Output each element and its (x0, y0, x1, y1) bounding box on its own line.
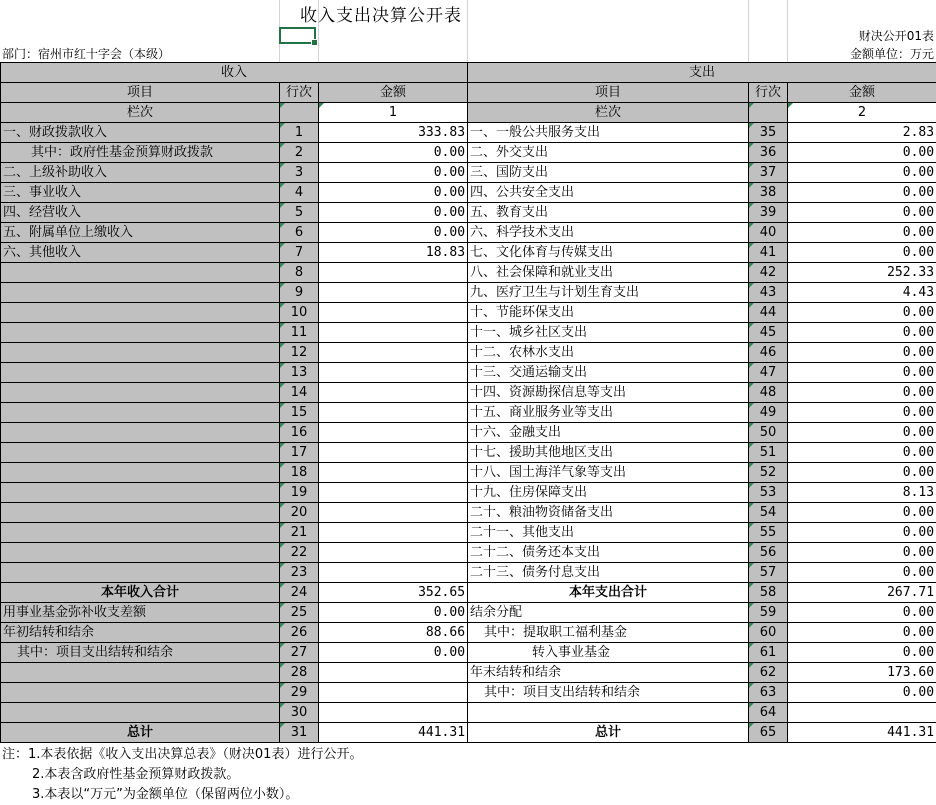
income-item-cell[interactable]: 总计 (1, 723, 280, 743)
gridline (748, 0, 749, 62)
expense-line-no-cell[interactable]: 47 (749, 363, 788, 383)
table-row (1, 243, 936, 263)
table-row (1, 403, 936, 423)
income-line-no-cell[interactable]: 10 (280, 303, 319, 323)
table-row (1, 523, 936, 543)
income-item-cell[interactable] (1, 663, 280, 683)
expense-amount-cell[interactable]: 0.00 (788, 403, 936, 423)
income-line-no-cell[interactable]: 6 (280, 223, 319, 243)
expense-amount-cell[interactable]: 0.00 (788, 423, 936, 443)
expense-line-no-header[interactable]: 行次 (749, 83, 788, 103)
income-line-no-cell[interactable]: 5 (280, 203, 319, 223)
income-amount-cell[interactable]: 0.00 (319, 203, 468, 223)
income-amount-cell[interactable] (319, 423, 468, 443)
income-item-cell[interactable] (1, 383, 280, 403)
income-line-no-cell[interactable]: 31 (280, 723, 319, 743)
expense-line-no-cell[interactable]: 54 (749, 503, 788, 523)
expense-line-no-cell[interactable]: 40 (749, 223, 788, 243)
income-amount-cell[interactable]: 88.66 (319, 623, 468, 643)
income-amount-cell[interactable] (319, 703, 468, 723)
section-header-row (1, 63, 936, 83)
table-row (1, 463, 936, 483)
income-amount-cell[interactable]: 441.31 (319, 723, 468, 743)
expense-amount-cell[interactable]: 0.00 (788, 683, 936, 703)
income-line-no-cell[interactable]: 1 (280, 123, 319, 143)
income-amount-cell[interactable]: 0.00 (319, 183, 468, 203)
expense-amount-cell[interactable]: 0.00 (788, 383, 936, 403)
income-column-order[interactable]: 栏次 (1, 103, 280, 123)
sheet-title: 收入支出决算公开表 (300, 2, 490, 30)
income-item-cell[interactable] (1, 503, 280, 523)
income-line-no-cell[interactable]: 15 (280, 403, 319, 423)
income-line-no-cell[interactable]: 28 (280, 663, 319, 683)
income-amount-cell[interactable] (319, 503, 468, 523)
income-item-cell[interactable]: 四、经营收入 (1, 203, 280, 223)
income-amount-header[interactable]: 金额 (319, 83, 468, 103)
expense-item-cell[interactable]: 十七、援助其他地区支出 (468, 443, 749, 463)
income-column-index[interactable]: 1 (319, 103, 468, 123)
expense-item-cell[interactable]: 十三、交通运输支出 (468, 363, 749, 383)
income-item-cell[interactable]: 年初结转和结余 (1, 623, 280, 643)
expense-item-cell[interactable]: 其中：提取职工福利基金 (468, 623, 749, 643)
expense-line-no-cell[interactable]: 44 (749, 303, 788, 323)
income-item-cell[interactable]: 本年收入合计 (1, 583, 280, 603)
income-line-no-cell[interactable]: 21 (280, 523, 319, 543)
income-item-cell[interactable] (1, 343, 280, 363)
expense-item-cell[interactable]: 十五、商业服务业等支出 (468, 403, 749, 423)
income-item-cell[interactable]: 其中：项目支出结转和结余 (1, 643, 280, 663)
expense-item-cell[interactable]: 五、教育支出 (468, 203, 749, 223)
expense-item-cell[interactable]: 四、公共安全支出 (468, 183, 749, 203)
income-item-cell[interactable]: 二、上级补助收入 (1, 163, 280, 183)
income-line-no-cell[interactable]: 24 (280, 583, 319, 603)
income-item-cell[interactable] (1, 283, 280, 303)
table-row (1, 303, 936, 323)
selected-cell[interactable] (279, 27, 316, 44)
expense-amount-cell[interactable]: 0.00 (788, 623, 936, 643)
expense-amount-cell[interactable]: 0.00 (788, 203, 936, 223)
table-row (1, 703, 936, 723)
expense-line-no-cell[interactable]: 41 (749, 243, 788, 263)
expense-item-cell[interactable]: 一、一般公共服务支出 (468, 123, 749, 143)
income-item-header[interactable]: 项目 (1, 83, 280, 103)
expense-item-cell[interactable]: 其中：项目支出结转和结余 (468, 683, 749, 703)
expense-item-cell[interactable]: 年末结转和结余 (468, 663, 749, 683)
income-amount-cell[interactable] (319, 483, 468, 503)
income-item-cell[interactable] (1, 323, 280, 343)
expense-amount-cell[interactable]: 0.00 (788, 363, 936, 383)
expense-item-cell[interactable]: 结余分配 (468, 603, 749, 623)
expense-line-no-cell[interactable]: 63 (749, 683, 788, 703)
expense-line-no-cell[interactable]: 65 (749, 723, 788, 743)
income-line-no-cell[interactable]: 2 (280, 143, 319, 163)
table-row (1, 223, 936, 243)
income-amount-cell[interactable]: 18.83 (319, 243, 468, 263)
income-amount-cell[interactable] (319, 563, 468, 583)
expense-line-no-cell[interactable]: 50 (749, 423, 788, 443)
income-amount-cell[interactable] (319, 403, 468, 423)
expense-section-header[interactable]: 支出 (468, 63, 936, 83)
income-amount-cell[interactable] (319, 383, 468, 403)
income-line-no-cell[interactable]: 25 (280, 603, 319, 623)
table-row (1, 143, 936, 163)
expense-item-cell[interactable]: 九、医疗卫生与计划生育支出 (468, 283, 749, 303)
expense-amount-cell[interactable] (788, 703, 936, 723)
expense-item-cell[interactable] (468, 703, 749, 723)
expense-item-cell[interactable]: 三、国防支出 (468, 163, 749, 183)
expense-line-no-cell[interactable]: 52 (749, 463, 788, 483)
table-row (1, 123, 936, 143)
expense-amount-cell[interactable]: 0.00 (788, 343, 936, 363)
expense-amount-header[interactable]: 金额 (788, 83, 936, 103)
expense-line-no-cell[interactable]: 60 (749, 623, 788, 643)
income-amount-cell[interactable]: 333.83 (319, 123, 468, 143)
income-amount-cell[interactable] (319, 323, 468, 343)
expense-line-no-cell[interactable]: 62 (749, 663, 788, 683)
expense-line-no-cell[interactable]: 61 (749, 643, 788, 663)
expense-amount-cell[interactable]: 0.00 (788, 243, 936, 263)
expense-line-no-cell[interactable]: 58 (749, 583, 788, 603)
expense-line-no-cell[interactable]: 53 (749, 483, 788, 503)
expense-amount-cell[interactable]: 0.00 (788, 163, 936, 183)
table-row (1, 683, 936, 703)
income-item-cell[interactable]: 其中：政府性基金预算财政拨款 (1, 143, 280, 163)
expense-item-header[interactable]: 项目 (468, 83, 749, 103)
income-line-no-cell[interactable]: 26 (280, 623, 319, 643)
table-row (1, 563, 936, 583)
expense-line-no-cell[interactable]: 59 (749, 603, 788, 623)
income-item-cell[interactable] (1, 443, 280, 463)
expense-item-cell[interactable]: 二十一、其他支出 (468, 523, 749, 543)
expense-item-cell[interactable]: 转入事业基金 (468, 643, 749, 663)
budget-table (0, 62, 936, 743)
expense-item-cell[interactable]: 十四、资源勘探信息等支出 (468, 383, 749, 403)
expense-amount-cell[interactable]: 173.60 (788, 663, 936, 683)
income-item-cell[interactable] (1, 303, 280, 323)
expense-item-cell[interactable]: 总计 (468, 723, 749, 743)
table-row (1, 283, 936, 303)
footnotes (2, 745, 362, 805)
expense-amount-cell[interactable]: 0.00 (788, 303, 936, 323)
income-amount-cell[interactable] (319, 363, 468, 383)
income-item-cell[interactable]: 三、事业收入 (1, 183, 280, 203)
expense-amount-cell[interactable]: 0.00 (788, 183, 936, 203)
expense-item-cell[interactable]: 十八、国土海洋气象等支出 (468, 463, 749, 483)
income-item-cell[interactable]: 一、财政拨款收入 (1, 123, 280, 143)
income-line-no-cell[interactable]: 30 (280, 703, 319, 723)
income-item-cell[interactable] (1, 423, 280, 443)
note-3: 3.本表以“万元”为金额单位（保留两位小数）。 (2, 785, 362, 805)
income-amount-cell[interactable] (319, 343, 468, 363)
income-line-no-cell[interactable]: 3 (280, 163, 319, 183)
income-column-order-no[interactable] (280, 103, 319, 123)
income-amount-cell[interactable] (319, 443, 468, 463)
table-row (1, 443, 936, 463)
expense-line-no-cell[interactable]: 43 (749, 283, 788, 303)
income-item-cell[interactable] (1, 403, 280, 423)
fill-handle[interactable] (311, 39, 318, 46)
expense-line-no-cell[interactable]: 39 (749, 203, 788, 223)
income-item-cell[interactable] (1, 523, 280, 543)
table-row (1, 483, 936, 503)
note-1: 注：1.本表依据《收入支出决算总表》（财决01表）进行公开。 (2, 745, 362, 765)
income-line-no-cell[interactable]: 22 (280, 543, 319, 563)
table-row (1, 343, 936, 363)
expense-item-cell[interactable]: 二十三、债务付息支出 (468, 563, 749, 583)
expense-line-no-cell[interactable]: 51 (749, 443, 788, 463)
income-amount-cell[interactable]: 0.00 (319, 223, 468, 243)
income-item-cell[interactable]: 用事业基金弥补收支差额 (1, 603, 280, 623)
income-amount-cell[interactable] (319, 543, 468, 563)
expense-item-cell[interactable]: 二、外交支出 (468, 143, 749, 163)
income-item-cell[interactable] (1, 363, 280, 383)
expense-amount-cell[interactable]: 0.00 (788, 443, 936, 463)
expense-amount-cell[interactable]: 0.00 (788, 463, 936, 483)
table-row (1, 163, 936, 183)
income-line-no-cell[interactable]: 27 (280, 643, 319, 663)
expense-amount-cell[interactable]: 252.33 (788, 263, 936, 283)
expense-line-no-cell[interactable]: 55 (749, 523, 788, 543)
amount-unit: 金额单位：万元 (850, 46, 934, 62)
income-line-no-cell[interactable]: 13 (280, 363, 319, 383)
income-amount-cell[interactable] (319, 683, 468, 703)
income-line-no-cell[interactable]: 4 (280, 183, 319, 203)
expense-line-no-cell[interactable]: 45 (749, 323, 788, 343)
table-row (1, 203, 936, 223)
table-row (1, 583, 936, 603)
income-line-no-cell[interactable]: 29 (280, 683, 319, 703)
income-amount-cell[interactable]: 0.00 (319, 143, 468, 163)
income-amount-cell[interactable] (319, 663, 468, 683)
income-item-cell[interactable] (1, 703, 280, 723)
table-row (1, 423, 936, 443)
income-item-cell[interactable] (1, 563, 280, 583)
expense-amount-cell[interactable]: 4.43 (788, 283, 936, 303)
income-line-no-cell[interactable]: 11 (280, 323, 319, 343)
expense-amount-cell[interactable]: 267.71 (788, 583, 936, 603)
expense-amount-cell[interactable]: 441.31 (788, 723, 936, 743)
income-amount-cell[interactable] (319, 463, 468, 483)
income-line-no-cell[interactable]: 9 (280, 283, 319, 303)
table-row (1, 623, 936, 643)
expense-column-order-no[interactable] (749, 103, 788, 123)
expense-item-cell[interactable]: 本年支出合计 (468, 583, 749, 603)
income-item-cell[interactable]: 五、附属单位上缴收入 (1, 223, 280, 243)
expense-line-no-cell[interactable]: 64 (749, 703, 788, 723)
expense-item-cell[interactable]: 二十二、债务还本支出 (468, 543, 749, 563)
expense-amount-cell[interactable]: 0.00 (788, 503, 936, 523)
income-line-no-cell[interactable]: 7 (280, 243, 319, 263)
expense-line-no-cell[interactable]: 35 (749, 123, 788, 143)
expense-amount-cell[interactable]: 0.00 (788, 563, 936, 583)
income-line-no-cell[interactable]: 14 (280, 383, 319, 403)
expense-amount-cell[interactable]: 0.00 (788, 603, 936, 623)
expense-amount-cell[interactable]: 0.00 (788, 323, 936, 343)
department-label: 部门：宿州市红十字会（本级） (2, 46, 170, 62)
table-row (1, 543, 936, 563)
expense-line-no-cell[interactable]: 37 (749, 163, 788, 183)
form-number: 财决公开01表 (859, 28, 934, 44)
column-order-row (1, 103, 936, 123)
table-row (1, 603, 936, 623)
expense-line-no-cell[interactable]: 36 (749, 143, 788, 163)
income-item-cell[interactable] (1, 263, 280, 283)
table-row (1, 383, 936, 403)
income-item-cell[interactable] (1, 483, 280, 503)
income-amount-cell[interactable] (319, 263, 468, 283)
expense-item-cell[interactable]: 十二、农林水支出 (468, 343, 749, 363)
expense-line-no-cell[interactable]: 49 (749, 403, 788, 423)
expense-item-cell[interactable]: 十六、金融支出 (468, 423, 749, 443)
table-row (1, 263, 936, 283)
expense-amount-cell[interactable]: 2.83 (788, 123, 936, 143)
income-item-cell[interactable] (1, 543, 280, 563)
income-amount-cell[interactable] (319, 283, 468, 303)
note-2: 2.本表含政府性基金预算财政拨款。 (2, 765, 362, 785)
table-row (1, 183, 936, 203)
expense-line-no-cell[interactable]: 38 (749, 183, 788, 203)
table-row (1, 363, 936, 383)
expense-line-no-cell[interactable]: 46 (749, 343, 788, 363)
table-row (1, 723, 936, 743)
expense-item-cell[interactable]: 七、文化体育与传媒支出 (468, 243, 749, 263)
income-line-no-cell[interactable]: 20 (280, 503, 319, 523)
table-row (1, 643, 936, 663)
income-line-no-cell[interactable]: 23 (280, 563, 319, 583)
income-amount-cell[interactable]: 0.00 (319, 643, 468, 663)
income-item-cell[interactable]: 六、其他收入 (1, 243, 280, 263)
income-line-no-cell[interactable]: 8 (280, 263, 319, 283)
income-amount-cell[interactable] (319, 303, 468, 323)
income-line-no-header[interactable]: 行次 (280, 83, 319, 103)
income-line-no-cell[interactable]: 12 (280, 343, 319, 363)
income-amount-cell[interactable]: 0.00 (319, 163, 468, 183)
gridline (787, 0, 788, 62)
expense-amount-cell[interactable]: 0.00 (788, 643, 936, 663)
expense-item-cell[interactable]: 十一、城乡社区支出 (468, 323, 749, 343)
expense-amount-cell[interactable]: 0.00 (788, 543, 936, 563)
expense-line-no-cell[interactable]: 42 (749, 263, 788, 283)
income-amount-cell[interactable]: 0.00 (319, 603, 468, 623)
expense-item-cell[interactable]: 十九、住房保障支出 (468, 483, 749, 503)
expense-amount-cell[interactable]: 0.00 (788, 143, 936, 163)
expense-item-cell[interactable]: 十、节能环保支出 (468, 303, 749, 323)
expense-item-cell[interactable]: 二十、粮油物资储备支出 (468, 503, 749, 523)
income-line-no-cell[interactable]: 16 (280, 423, 319, 443)
column-header-row (1, 83, 936, 103)
table-row (1, 323, 936, 343)
table-row (1, 503, 936, 523)
expense-line-no-cell[interactable]: 56 (749, 543, 788, 563)
income-item-cell[interactable] (1, 683, 280, 703)
expense-line-no-cell[interactable]: 48 (749, 383, 788, 403)
income-item-cell[interactable] (1, 463, 280, 483)
expense-column-order[interactable]: 栏次 (468, 103, 749, 123)
expense-amount-cell[interactable]: 0.00 (788, 523, 936, 543)
table-row (1, 663, 936, 683)
expense-item-cell[interactable]: 八、社会保障和就业支出 (468, 263, 749, 283)
income-line-no-cell[interactable]: 17 (280, 443, 319, 463)
expense-column-index[interactable]: 2 (788, 103, 936, 123)
income-amount-cell[interactable] (319, 523, 468, 543)
income-amount-cell[interactable]: 352.65 (319, 583, 468, 603)
expense-line-no-cell[interactable]: 57 (749, 563, 788, 583)
expense-amount-cell[interactable]: 0.00 (788, 223, 936, 243)
income-section-header[interactable]: 收入 (1, 63, 468, 83)
income-line-no-cell[interactable]: 19 (280, 483, 319, 503)
expense-amount-cell[interactable]: 8.13 (788, 483, 936, 503)
income-line-no-cell[interactable]: 18 (280, 463, 319, 483)
expense-item-cell[interactable]: 六、科学技术支出 (468, 223, 749, 243)
